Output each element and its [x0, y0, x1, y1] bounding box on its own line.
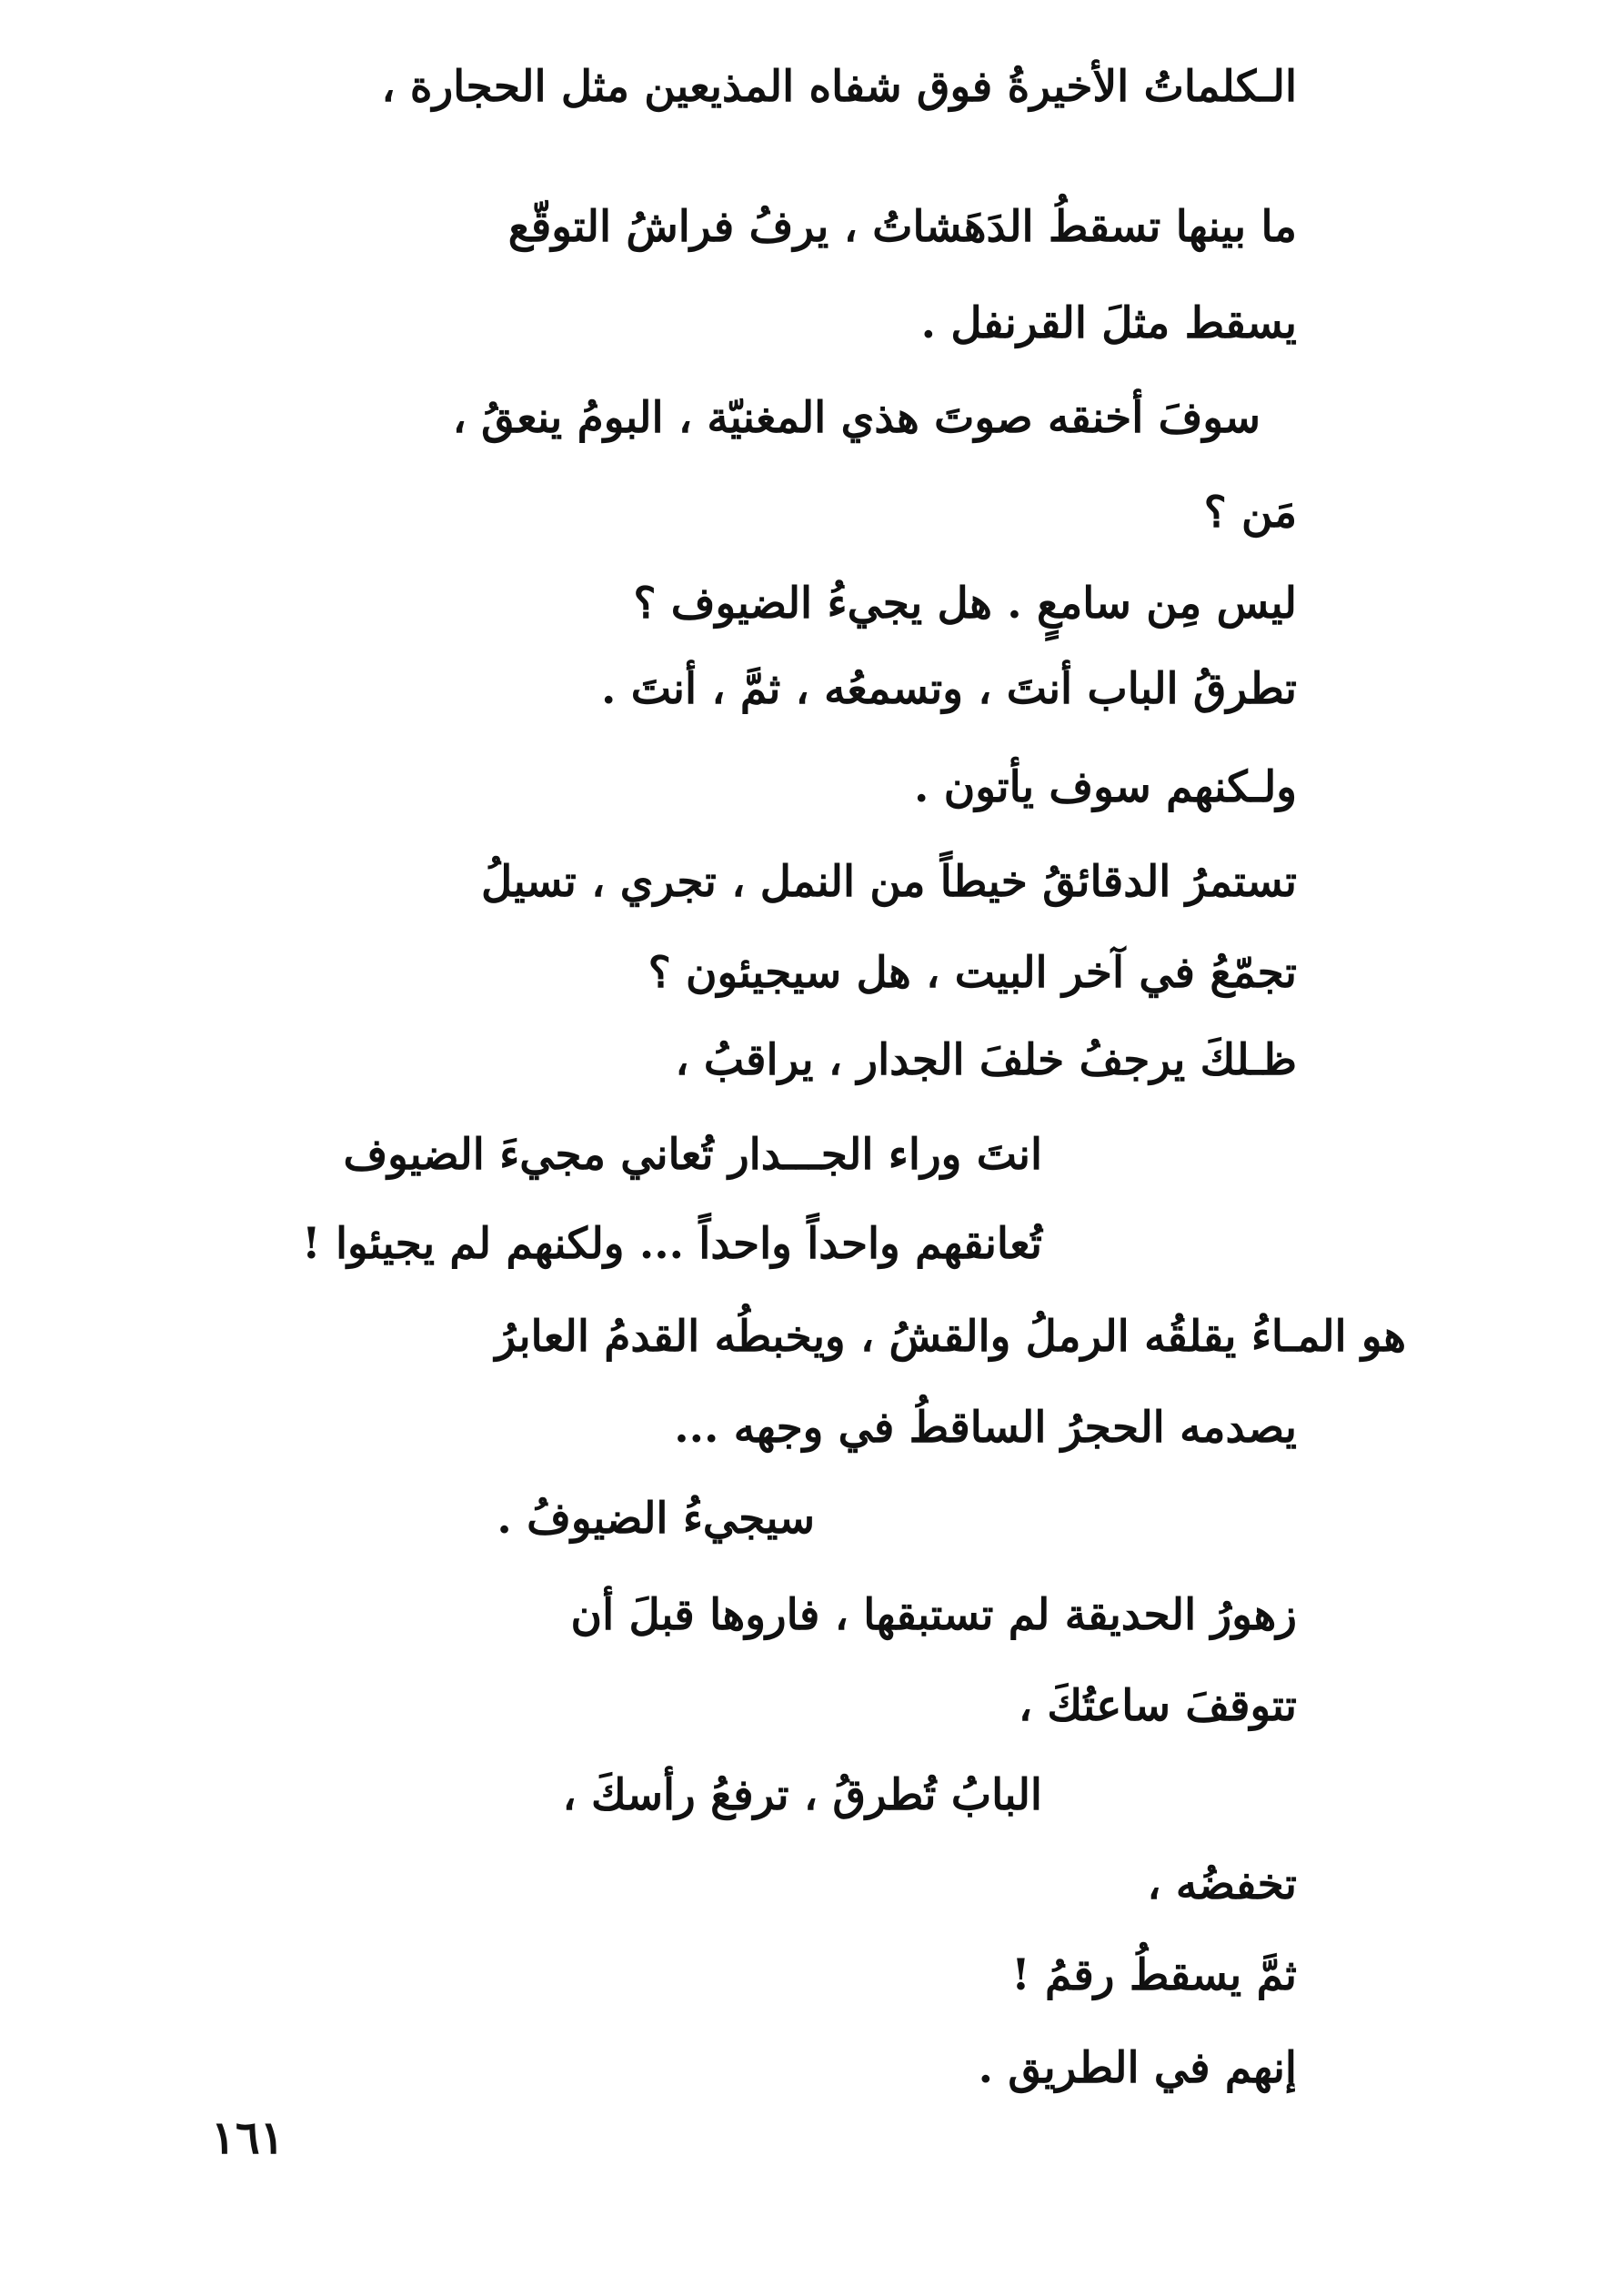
poem-line: مَن ؟	[1203, 488, 1297, 538]
poem-line: ليس مِن سامعٍ . هل يجيءُ الضيوف ؟	[633, 579, 1297, 629]
poem-line: انتَ وراء الجـــدار تُعاني مجيءَ الضيوف	[343, 1130, 1042, 1180]
poem-line: إنهم في الطريق .	[978, 2043, 1297, 2093]
page-number: ١٦١	[211, 2110, 285, 2164]
poem-line: تخفضُه ،	[1147, 1859, 1297, 1909]
poem-line: تستمرُ الدقائقُ خيطاً من النمل ، تجري ، تسيلُ	[481, 857, 1297, 907]
poem-line: ثمَّ يسقطُ رقمُ !	[1011, 1950, 1297, 2000]
poem-line: يسقط مثلَ القرنفل .	[920, 298, 1297, 348]
poem-line: ولـكنهم سوف يأتون .	[914, 762, 1297, 812]
poem-line: تتوقفَ ساعتُكَ ،	[1018, 1681, 1297, 1731]
poem-line: سيجيءُ الضيوفُ .	[497, 1494, 815, 1544]
poem-line: البابُ تُطرقُ ، ترفعُ رأسكَ ،	[562, 1770, 1042, 1820]
poem-line: تُعانقهم واحداً واحداً ... ولكنهم لم يجيئوا !	[301, 1219, 1042, 1269]
poem-line: تطرقُ الباب أنتَ ، وتسمعُه ، ثمَّ ، أنتَ .	[601, 664, 1297, 714]
poem-line: سوفَ أخنقه صوتَ هذي المغنيّة ، البومُ ينعقُ ،	[452, 393, 1261, 443]
poem-line: الـكلماتُ الأخيرةُ فوق شفاه المذيعين مثل الحجارة ،	[381, 62, 1297, 112]
poem-line: يصدمه الحجرُ الساقطُ في وجهه ...	[674, 1403, 1297, 1453]
poem-line: زهورُ الحديقة لم تستبقها ، فاروها قبلَ أن	[570, 1590, 1297, 1640]
poem-line: ظـلكَ يرجفُ خلفَ الجدار ، يراقبُ ،	[675, 1035, 1297, 1085]
poem-line: تجمّعُ في آخر البيت ، هل سيجيئون ؟	[648, 948, 1297, 998]
poem-line: هو المـاءُ يقلقُه الرملُ والقشُ ، ويخبطُه القدمُ العابرُ	[495, 1312, 1406, 1362]
poem-line: ما بينها تسقطُ الدَهَشاتُ ، يرفُ فراشُ التوقّع	[507, 202, 1297, 252]
